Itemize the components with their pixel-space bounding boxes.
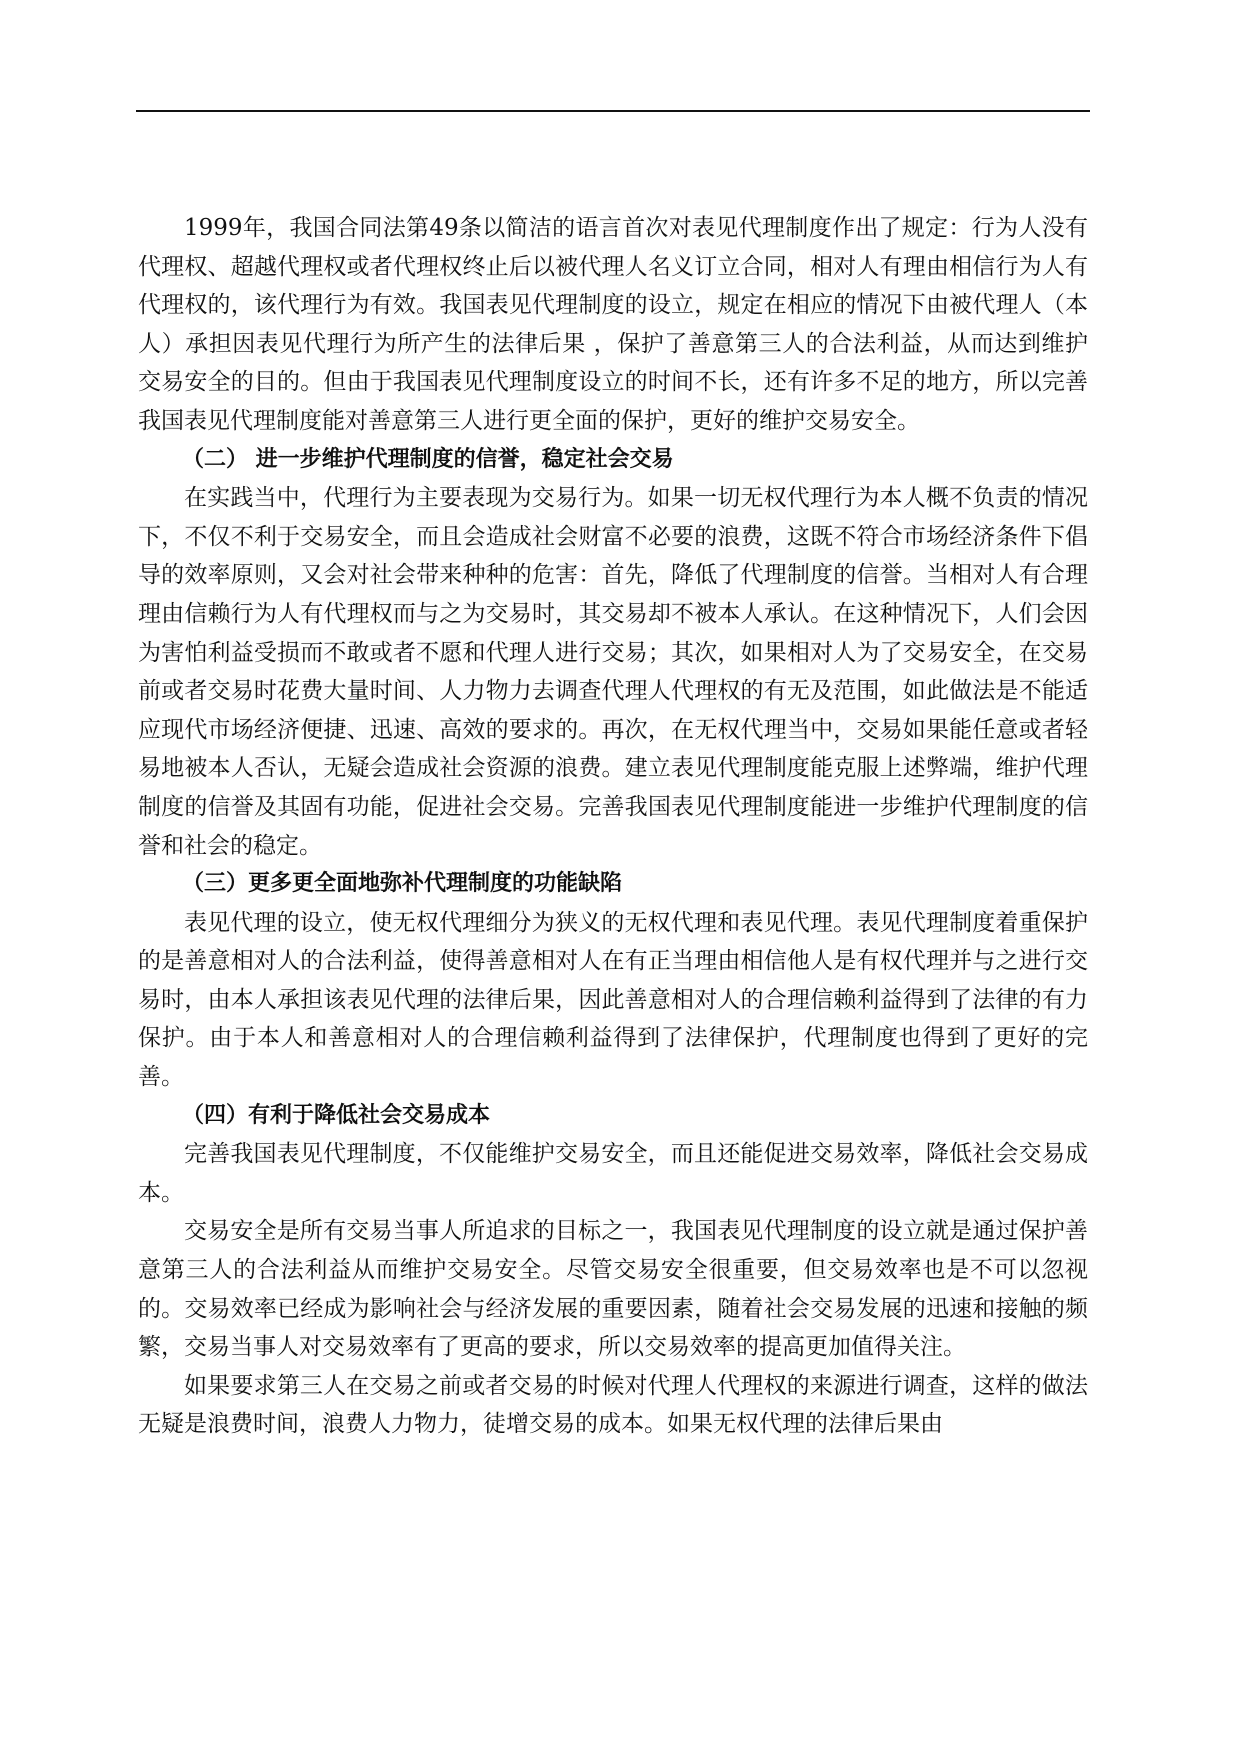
section-heading-3: （三）更多更全面地弥补代理制度的功能缺陷 bbox=[182, 871, 623, 897]
paragraph-transaction-cost-intro: 完善我国表见代理制度，不仅能维护交易安全，而且还能促进交易效率，降低社会交易成本。 bbox=[138, 1141, 1088, 1206]
document-body bbox=[138, 209, 1088, 1444]
paragraph-transaction-efficiency: 交易安全是所有交易当事人所追求的目标之一，我国表见代理制度的设立就是通过保护善意第三人的合法利益从而维护交易安全。尽管交易安全很重要，但交易效率也是不可以忽视的。交易效率已经成为影响社会与经济发展的重要因素，随着社会交易发展的迅速和接触的频繁，交易当事人对交易效率有了更高的要求，所以交易效率的提高更加值得关注。 bbox=[138, 1218, 1088, 1361]
paragraph-function-defects: 表见代理的设立，使无权代理细分为狭义的无权代理和表见代理。表见代理制度着重保护的是善意相对人的合法利益，使得善意相对人在有正当理由相信他人是有权代理并与之进行交易时，由本人承担该表见代理的法律后果，因此善意相对人的合理信赖利益得到了法律的有力保护。由于本人和善意相对人的合理信赖利益得到了法律保护，代理制度也得到了更好的完善。 bbox=[138, 909, 1088, 1091]
paragraph-third-party-investigation: 如果要求第三人在交易之前或者交易的时候对代理人代理权的来源进行调查，这样的做法无疑是浪费时间，浪费人力物力，徒增交易的成本。如果无权代理的法律后果由 bbox=[138, 1372, 1088, 1438]
section-heading-2: （二） 进一步维护代理制度的信誉，稳定社会交易 bbox=[182, 446, 674, 472]
section-heading-4: （四）有利于降低社会交易成本 bbox=[182, 1102, 491, 1128]
paragraph-agency-reputation: 在实践当中，代理行为主要表现为交易行为。如果一切无权代理行为本人概不负责的情况下，不仅不利于交易安全，而且会造成社会财富不必要的浪费，这既不符合市场经济条件下倡导的效率原则，又会对社会带来种种的危害：首先，降低了代理制度的信誉。当相对人有合理理由信赖行为人有代理权而与之为交易时，其交易却不被本人承认。在这种情况下，人们会因为害怕利益受损而不敢或者不愿和代理人进行交易；其次，如果相对人为了交易安全，在交易前或者交易时花费大量时间、人力物力去调查代理人代理权的有无及范围，如此做法是不能适应现代市场经济便捷、迅速、高效的要求的。再次，在无权代理当中，交易如果能任意或者轻易地被本人否认，无疑会造成社会资源的浪费。建立表见代理制度能克服上述弊端，维护代理制度的信誉及其固有功能，促进社会交易。完善我国表见代理制度能进一步维护代理制度的信誉和社会的稳定。 bbox=[138, 485, 1088, 859]
paragraph-contract-law-1999: 1999年，我国合同法第49条以简洁的语言首次对表见代理制度作出了规定：行为人没有代理权、超越代理权或者代理权终止后以被代理人名义订立合同，相对人有理由相信行为人有代理权的，该代理行为有效。我国表见代理制度的设立，规定在相应的情况下由被代理人（本人）承担因表见代理行为所产生的法律后果 ，保护了善意第三人的合法利益，从而达到维护交易安全的目的。但由于我国表见代理制度设立的时间不长，还有许多不足的地方，所以完善我国表见代理制度能对善意第三人进行更全面的保护，更好的维护交易安全。 bbox=[138, 215, 1088, 434]
header-rule bbox=[136, 110, 1090, 112]
